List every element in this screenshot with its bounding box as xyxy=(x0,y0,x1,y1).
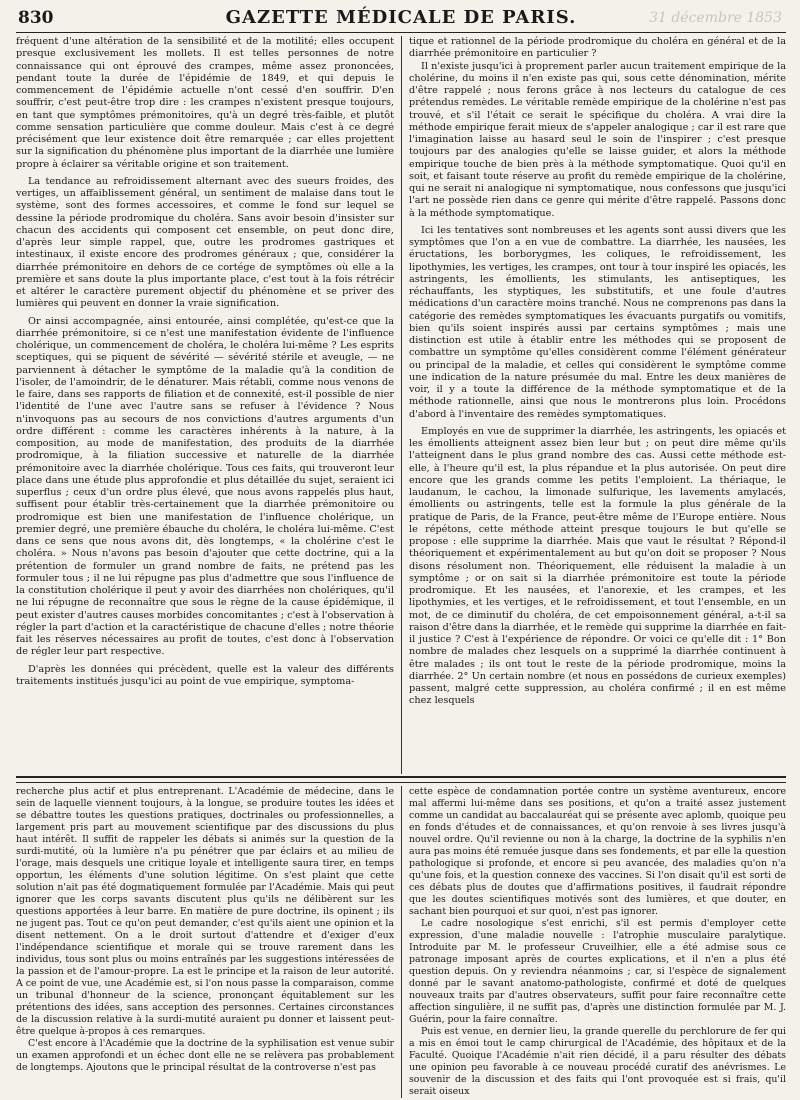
bleed-through-text: 31 décembre 1853 xyxy=(649,10,782,26)
paragraph: La tendance au refroidissement alternant avec des sueurs froides, des vertiges, un affaiblissement général, un sentiment de malaise dans tout le système, sont des formes accessoires, et comme le fond sur lequel se dessine la période prodromique du choléra. Sans avoir besoin d'insister sur chacun des accidents qui composent cet ensemble, on peut donc dire, d'après leur simple rappel, que, outre les prodromes gastriques et intestinaux, il existe encore des prodromes généraux ; que, considérer la diarrhée prémonitoire en dehors de ce cortége de symptômes où elle a la première et sans doute la plus importante place, c'est tout à la fois rétrécir et altérer le caractère purement objectif du phénomène et se priver des lumières qui peuvent en donner la vraie signification. xyxy=(16,175,394,310)
page-number: 830 xyxy=(18,8,54,28)
paragraph: C'est encore à l'Académie que la doctrine de la syphilisation est venue subir un examen approfondi et un échec dont elle ne se relèvera pas probablement de longtemps. Ajoutons que le principal résultat de la controverse n'est pas xyxy=(16,1038,394,1073)
journal-title: GAZETTE MÉDICALE DE PARIS. xyxy=(225,7,577,28)
lower-left-column xyxy=(16,786,401,1098)
page-header xyxy=(16,6,786,33)
section-divider xyxy=(16,776,786,783)
lower-feuilleton xyxy=(16,786,786,1098)
upper-right-column xyxy=(401,36,786,774)
paragraph: Le cadre nosologique s'est enrichi, s'il est permis d'employer cette expression, d'une maladie nouvelle : l'atrophie musculaire paralytique. Introduite par M. le professeur Cruveilhier, elle a été admise sous ce patronage imposant après de courtes explications, et il n'en a plus été question depuis. On y reviendra néanmoins ; car, si l'espèce de signalement donné par le savant anatomo-pathologiste, confirmé et doté de quelques nouveaux traits par d'autres observateurs, suffit pour faire reconnaître cette affection singulière, il ne suffit pas, d'après une distinction formulée par M. J. Guérin, pour la faire connaître. xyxy=(409,918,786,1025)
paragraph: fréquent d'une altération de la sensibilité et de la motilité; elles occupent presque exclusivement les mollets. Il est telles personnes de notre connaissance qui ont éprouvé des crampes, même assez prononcées, pendant toute la durée de l'épidémie de 1849, et qui depuis le commencement de l'épidémie actuelle n'ont cessé d'en souffrir. D'en souffrir, c'est peut-être trop dire : les crampes n'existent presque toujours, en tant que symptômes prémonitoires, qu'à un degré très-faible, et plutôt comme sensation particulière que comme douleur. Mais c'est à ce degré précisément que leur existence doit être remarquée ; car elles projettent sur la signification du phénomène plus important de la diarrhée une lumière propre à éclairer sa véritable origine et son traitement. xyxy=(16,36,394,170)
paragraph: Puis est venue, en dernier lieu, la grande querelle du perchlorure de fer qui a mis en émoi tout le camp chirurgical de l'Académie, des hôpitaux et de la Faculté. Quoique l'Académie n'ait rien décidé, il a paru résulter des débats une opinion peu favorable à ce nouveau procédé curatif des anévrismes. Le souvenir de la discussion et des faits qui l'ont provoquée est si frais, qu'il serait oiseux xyxy=(409,1026,786,1097)
paragraph: Or ainsi accompagnée, ainsi entourée, ainsi complétée, qu'est-ce que la diarrhée prémonitoire, si ce n'est une manifestation évidente de l'influence cholérique, un commencement de choléra, le choléra lui-même ? Les esprits sceptiques, qui se piquent de sévérité — sévérité stérile et aveugle, — ne parviennent à détacher le symptôme de la maladie qu'à la condition de l'isoler, de l'amoindrir, de le dénaturer. Mais rétabli, comme nous venons de le faire, dans ses rapports de filiation et de connexité, est-il possible de nier l'identité de l'une avec l'autre sans se refuser à l'évidence ? Nous n'invoquons pas au secours de nos convictions d'autres arguments d'un ordre différent : comme les caractères inhérents à la nature, à la composition, au mode de manifestation, des produits de la diarrhée prodromique, à la filiation successive et naturelle de la diarrhée prémonitoire avec la diarrhée cholérique. Tous ces faits, qui trouveront leur place dans une étude plus approfondie et plus détaillée du sujet, seraient ici superflus ; ceux d'un ordre plus élevé, que nous avons rappelés plus haut, suffisent pour établir très-certainement que la diarrhée prémonitoire ou prodromique est bien une manifestation de l'influence cholérique, un premier degré, une première ébauche du choléra, le choléra lui-même. C'est dans ce sens que nous avons dit, dès longtemps, « la cholérine c'est le choléra. » Nous n'avons pas besoin d'ajouter que cette doctrine, qui a la prétention de formuler un grand nombre de faits, ne prétend pas les formuler tous ; il ne lui répugne pas plus d'admettre que sous l'influence de la constitution cholérique il peut y avoir des diarrhées non cholériques, qu'il ne lui répugne de reconnaître que sous le règne de la cause épidémique, il peut exister d'autres causes morbides concomitantes ; c'est à l'observation à régler la part d'action et la caractéristique de chacune d'elles ; notre théorie fait les réserves nécessaires au profit de toutes, c'est donc à l'observation de régler leur part respective. xyxy=(16,315,394,658)
upper-article xyxy=(16,36,786,774)
paragraph: tique et rationnel de la période prodromique du choléra en général et de la diarrhée prémonitoire en particulier ? xyxy=(409,36,786,60)
lower-right-column xyxy=(401,786,786,1098)
paragraph: Employés en vue de supprimer la diarrhée, les astringents, les opiacés et les émollients atteignent assez bien leur but ; on peut dire même qu'ils l'atteignent dans le plus grand nombre des cas. Aussi cette méthode est-elle, à l'heure qu'il est, la plus répandue et la plus autorisée. On peut dire encore que les grands comme les petits l'emploient. La thériaque, le laudanum, le cachou, la limonade sulfurique, les lavements amylacés, émollients ou astringents, telle est la formule la plus générale de la pratique de Paris, de la France, peut-être même de l'Europe entière. Nous le répétons, cette méthode atteint presque toujours le but qu'elle se propose : elle supprime la diarrhée. Mais que vaut le résultat ? Répond-il théoriquement et expérimentalement au but qu'on doit se proposer ? Nous disons résolument non. Théoriquement, elle réduisent la maladie à un symptôme ; or on sait si la diarrhée prémonitoire est toute la période prodromique. Et les nausées, et l'anorexie, et les crampes, et les lipothymies, et les vertiges, et le refroidissement, et tout l'ensemble, en un mot, de ce diminutif du choléra, de cet empoisonnement général, a-t-il sa raison d'être dans la diarrhée, et le remède qui supprime la diarrhée en fait-il justice ? C'est à l'expérience de répondre. Or voici ce qu'elle dit : 1° Bon nombre de malades chez lesquels on a supprimé la diarrhée continuent à être malades ; ils ont tout le reste de la période prodromique, moins la diarrhée. 2° Un certain nombre (et nous en possédons de curieux exemples) passent, malgré cette suppression, au choléra confirmé ; il en est même chez lesquels xyxy=(409,425,786,707)
paragraph: recherche plus actif et plus entreprenant. L'Académie de médecine, dans le sein de laquelle viennent toujours, à la longue, se produire toutes les idées et se débattre toutes les questions pratiques, doctrinales ou professionnelles, a largement pris part au mouvement scientifique par des discussions du plus haut intérêt. Il suffit de rappeler les débats si animés sur la question de la surdi-mutité, où la lumière n'a pu pénétrer que par éclairs et au milieu de l'orage, mais desquels une critique loyale et intelligente saura tirer, en temps opportun, les éléments d'une solution légitime. On s'est plaint que cette solution n'ait pas été dogmatiquement formulée par l'Académie. Mais qui peut ignorer que les corps savants discutent plus qu'ils ne délibèrent sur les questions apportées à leur barre. En matière de pure doctrine, ils opinent ; ils ne jugent pas. Tout ce qu'on peut demander, c'est qu'ils aient une opinion et la disent nettement. On a le droit surtout d'attendre et d'exiger d'eux l'indépendance scientifique et morale qui se trouve rarement dans les individus, tous sont plus ou moins entraînés par les suggestions intéressées de la passion et de l'amour-propre. La est le principe et la raison de leur autorité. A ce point de vue, une Académie est, si l'on nous passe la comparaison, comme un tribunal d'honneur de la science, prononçant équitablement sur les prétentions des idées, sans acception des personnes. Certaines circonstances de la discussion relative à la surdi-mutité auraient pu donner et laissent peut-être quelque à-propos à ces remarques. xyxy=(16,786,394,1037)
paragraph: Ici les tentatives sont nombreuses et les agents sont aussi divers que les symptômes que l'on a en vue de combattre. La diarrhée, les nausées, les éructations, les borborygmes, les coliques, le refroidissement, les lipothymies, les vertiges, les crampes, ont tour à tour inspiré les opiacés, les astringents, les émollients, les stimulants, les antiseptiques, les réchauffants, les styptiques, les substitutifs, et une foule d'autres médications d'un caractère moins tranché. Nous ne comprenons pas dans la catégorie des remèdes symptomatiques les évacuants purgatifs ou vomitifs, bien qu'ils soient inspirés aussi par certains symptômes ; mais une distinction est utile à établir entre les méthodes qui se proposent de combattre un symptôme qu'elles considèrent comme l'élément générateur ou principal de la maladie, et celles qui considèrent le symptôme comme une indication de la nature présumée du mal. Entre les deux manières de voir, il y a toute la différence de la méthode symptomatique et de la méthode rationnelle, ainsi que nous le montrerons plus loin. Procédons d'abord à l'inventaire des remèdes symptomatiques. xyxy=(409,224,786,420)
paragraph: D'après les données qui précèdent, quelle est la valeur des différents traitements institués jusqu'ici au point de vue empirique, symptoma- xyxy=(16,663,394,687)
paragraph: Il n'existe jusqu'ici à proprement parler aucun traitement empirique de la cholérine, du moins il n'en existe pas qui, sous cette dénomination, mérite d'être rappelé ; nous ferons grâce à nos lecteurs du catalogue de ces prétendus remèdes. Le véritable remède empirique de la cholérine n'est pas trouvé, et s'il l'était ce serait le spécifique du choléra. A vrai dire la méthode empirique ferait mieux de s'appeler analogique ; car il est rare que l'imagination laisse au hasard seul le soin de l'inspirer ; c'est presque toujours par des analogies qu'elle se laisse guider, et alors la méthode empirique touche de bien près à la méthode symptomatique. Quoi qu'il en soit, et faisant toute réserve au profit du remède empirique de la cholérine, qui ne serait ni analogique ni symptomatique, nous confessons que jusqu'ici l'art ne possède rien dans ce genre qui mérite d'être rappelé. Passons donc à la méthode symptomatique. xyxy=(409,60,786,219)
paragraph: cette espèce de condamnation portée contre un système aventureux, encore mal affermi lui-même dans ses positions, et qu'on a traité assez justement comme un candidat au baccalauréat qui se présente avec aplomb, quoique peu en fonds d'études et de connaissances, et qu'on renvoie à ses livres jusqu'à nouvel ordre. Qu'il revienne ou non à la charge, la doctrine de la syphilis n'en aura pas moins été remuée jusque dans ses fondements, et par elle la question pathologique si profonde, et encore si peu avancée, des maladies qu'on n'a qu'une fois, et la question connexe des vaccines. Si l'on disait qu'il est sorti de ces débats plus de doutes que d'affirmations positives, il faudrait répondre que les doutes scientifiques motivés sont des lumières, et que douter, en sachant bien pourquoi et sur quoi, n'est pas ignorer. xyxy=(409,786,786,917)
upper-left-column xyxy=(16,36,401,774)
